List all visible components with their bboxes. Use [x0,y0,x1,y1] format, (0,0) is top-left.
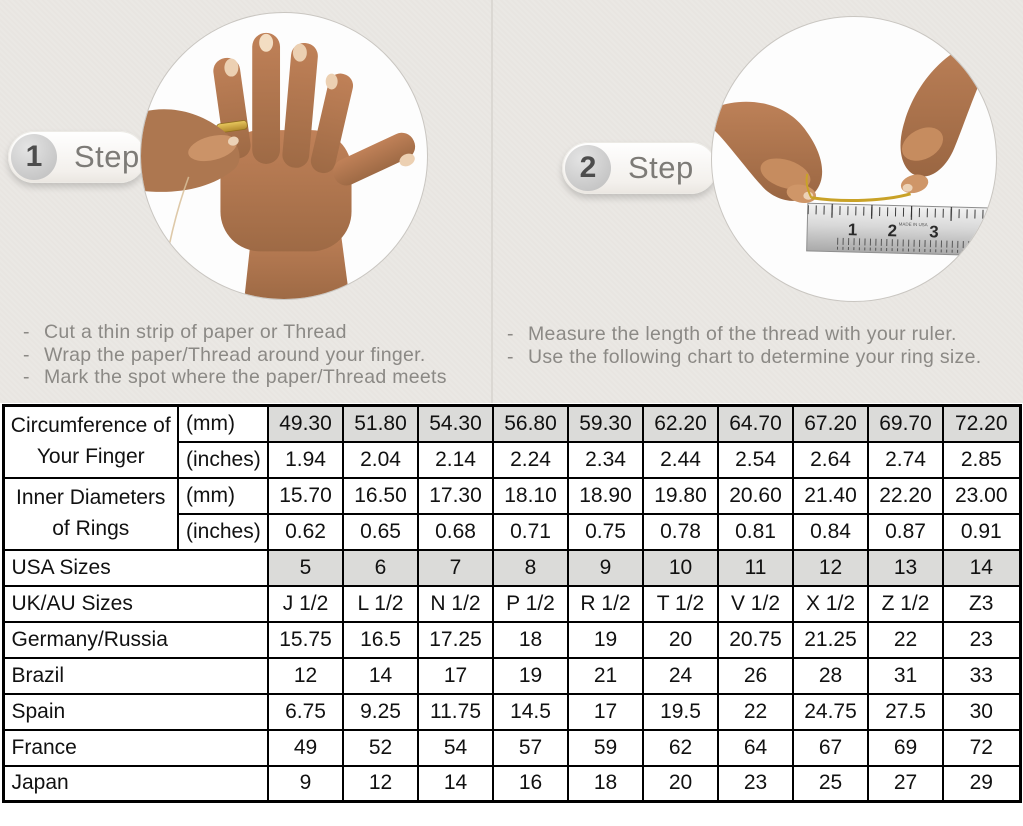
row-label: Germany/Russia [3,622,268,658]
size-value: 21 [568,658,643,694]
size-value: 23 [943,622,1020,658]
ruler-number-1: 1 [847,220,858,240]
size-value: J 1/2 [268,586,343,622]
size-value: 19 [493,658,568,694]
size-value: 14 [343,658,418,694]
size-value: 20 [643,766,718,802]
size-value: 72.20 [943,406,1020,442]
size-value: 11.75 [418,694,493,730]
unit-label: (mm) [178,478,268,514]
size-value: 27.5 [868,694,943,730]
panel-divider [491,0,493,403]
bullet-dash: - [23,321,30,343]
size-value: 54.30 [418,406,493,442]
size-value: 67.20 [793,406,868,442]
size-value: 59.30 [568,406,643,442]
size-value: 16.5 [343,622,418,658]
size-value: 0.81 [718,514,793,550]
size-value: 18 [568,766,643,802]
size-value: 64.70 [718,406,793,442]
size-value: V 1/2 [718,586,793,622]
size-value: 31 [868,658,943,694]
size-value: 29 [943,766,1020,802]
size-value: 49 [268,730,343,766]
size-value: 2.24 [493,442,568,478]
row-label: USA Sizes [3,550,268,586]
hand-with-ring-illustration [141,13,427,299]
size-value: 0.78 [643,514,718,550]
size-value: 9.25 [343,694,418,730]
size-value: 2.44 [643,442,718,478]
size-value: 1.94 [268,442,343,478]
size-value: 15.75 [268,622,343,658]
unit-label: (inches) [178,514,268,550]
ring-size-table [2,404,1022,803]
size-value: L 1/2 [343,586,418,622]
size-value: 9 [568,550,643,586]
size-value: T 1/2 [643,586,718,622]
size-value: 56.80 [493,406,568,442]
ruler-number-3: 3 [929,222,939,242]
size-value: 22 [718,694,793,730]
table-row [3,694,1020,730]
size-value: 17.25 [418,622,493,658]
size-value: 23 [718,766,793,802]
size-value: 6 [343,550,418,586]
size-value: 18 [493,622,568,658]
size-value: 27 [868,766,943,802]
size-value: 33 [943,658,1020,694]
table-row [3,766,1020,802]
size-value: 17.30 [418,478,493,514]
instruction-text: Measure the length of the thread with your ruler. [528,323,957,345]
size-value: 2.64 [793,442,868,478]
size-value: 11 [718,550,793,586]
row-label: Japan [3,766,268,802]
size-value: 2.04 [343,442,418,478]
size-value: 0.91 [943,514,1020,550]
instruction-line [507,346,981,369]
instruction-text: Use the following chart to determine your ring size. [528,345,982,368]
step-1-number: 1 [11,134,57,180]
instruction-line [23,321,447,344]
size-value: 24 [643,658,718,694]
size-value: 16 [493,766,568,802]
size-value: 10 [643,550,718,586]
size-value: 2.74 [868,442,943,478]
size-value: 54 [418,730,493,766]
row-label: France [3,730,268,766]
step-1-photo [140,12,428,300]
size-value: 19.80 [643,478,718,514]
table-row [3,658,1020,694]
step-2-label: Step [628,150,694,185]
size-value: 15.70 [268,478,343,514]
step-1-instructions [23,321,447,389]
instruction-line [23,344,447,367]
size-value: 13 [868,550,943,586]
size-value: 20 [643,622,718,658]
bullet-dash: - [23,343,30,366]
size-value: 14 [943,550,1020,586]
size-value: 19 [568,622,643,658]
size-value: R 1/2 [568,586,643,622]
instruction-line [23,366,447,389]
size-value: 26 [718,658,793,694]
size-value: 14.5 [493,694,568,730]
step-2-photo [711,16,997,302]
size-value: 2.14 [418,442,493,478]
size-value: 72 [943,730,1020,766]
table-row [3,406,1020,442]
ruler-graphic [807,203,996,256]
size-value: 21.40 [793,478,868,514]
instruction-text: Wrap the paper/Thread around your finger. [44,343,426,366]
bullet-dash: - [507,345,514,368]
size-value: 64 [718,730,793,766]
instruction-line [507,323,981,346]
size-value: 25 [793,766,868,802]
size-value: 52 [343,730,418,766]
size-value: 28 [793,658,868,694]
size-value: 62.20 [643,406,718,442]
table-row [3,478,1020,514]
size-value: 2.85 [943,442,1020,478]
instructions-section [0,0,1023,403]
size-value: 22 [868,622,943,658]
size-value: 8 [493,550,568,586]
ruler-number-2: 2 [887,221,898,241]
size-value: 2.54 [718,442,793,478]
size-value: 0.84 [793,514,868,550]
instruction-text: Cut a thin strip of paper or Thread [44,321,347,343]
row-label: Brazil [3,658,268,694]
size-value: 21.25 [793,622,868,658]
size-value: 49.30 [268,406,343,442]
size-value: 18.10 [493,478,568,514]
size-value: 17 [568,694,643,730]
step-1-label: Step [74,139,140,174]
size-value: 0.68 [418,514,493,550]
step-2-instructions [507,323,981,368]
table-row [3,730,1020,766]
size-value: 5 [268,550,343,586]
size-value: 12 [793,550,868,586]
size-value: 16.50 [343,478,418,514]
size-value: 2.34 [568,442,643,478]
size-value: 22.20 [868,478,943,514]
size-value: 69 [868,730,943,766]
size-value: 17 [418,658,493,694]
size-table-body [3,406,1020,802]
step-2-badge [562,142,717,194]
size-value: 0.62 [268,514,343,550]
size-value: N 1/2 [418,586,493,622]
size-value: 0.65 [343,514,418,550]
size-value: P 1/2 [493,586,568,622]
size-value: 12 [268,658,343,694]
size-value: 62 [643,730,718,766]
instruction-text: Mark the spot where the paper/Thread meets [44,366,447,389]
table-row [3,550,1020,586]
ruler-small-text: MADE IN USA [898,221,928,228]
table-row [3,622,1020,658]
size-value: 0.87 [868,514,943,550]
row-label: Spain [3,694,268,730]
size-value: 7 [418,550,493,586]
row-label: UK/AU Sizes [3,586,268,622]
step-1-badge [8,131,146,183]
row-group-label: Inner Diameters of Rings [3,478,178,550]
step-2-number: 2 [565,145,611,191]
size-value: 69.70 [868,406,943,442]
size-value: 23.00 [943,478,1020,514]
size-value: 0.71 [493,514,568,550]
measuring-thread-illustration [712,17,996,301]
size-value: 24.75 [793,694,868,730]
size-value: 51.80 [343,406,418,442]
size-value: 14 [418,766,493,802]
bullet-dash: - [23,366,30,389]
size-value: 6.75 [268,694,343,730]
unit-label: (inches) [178,442,268,478]
size-value: 12 [343,766,418,802]
unit-label: (mm) [178,406,268,442]
table-row [3,586,1020,622]
bullet-dash: - [507,323,514,345]
size-value: 0.75 [568,514,643,550]
size-value: 18.90 [568,478,643,514]
size-value: 57 [493,730,568,766]
size-value: 20.75 [718,622,793,658]
size-value: Z3 [943,586,1020,622]
size-value: 20.60 [718,478,793,514]
row-group-label: Circumference of Your Finger [3,406,178,478]
size-value: 67 [793,730,868,766]
size-value: Z 1/2 [868,586,943,622]
size-value: 19.5 [643,694,718,730]
size-value: 30 [943,694,1020,730]
size-value: X 1/2 [793,586,868,622]
thread-graphic [811,194,910,201]
size-value: 9 [268,766,343,802]
size-value: 59 [568,730,643,766]
